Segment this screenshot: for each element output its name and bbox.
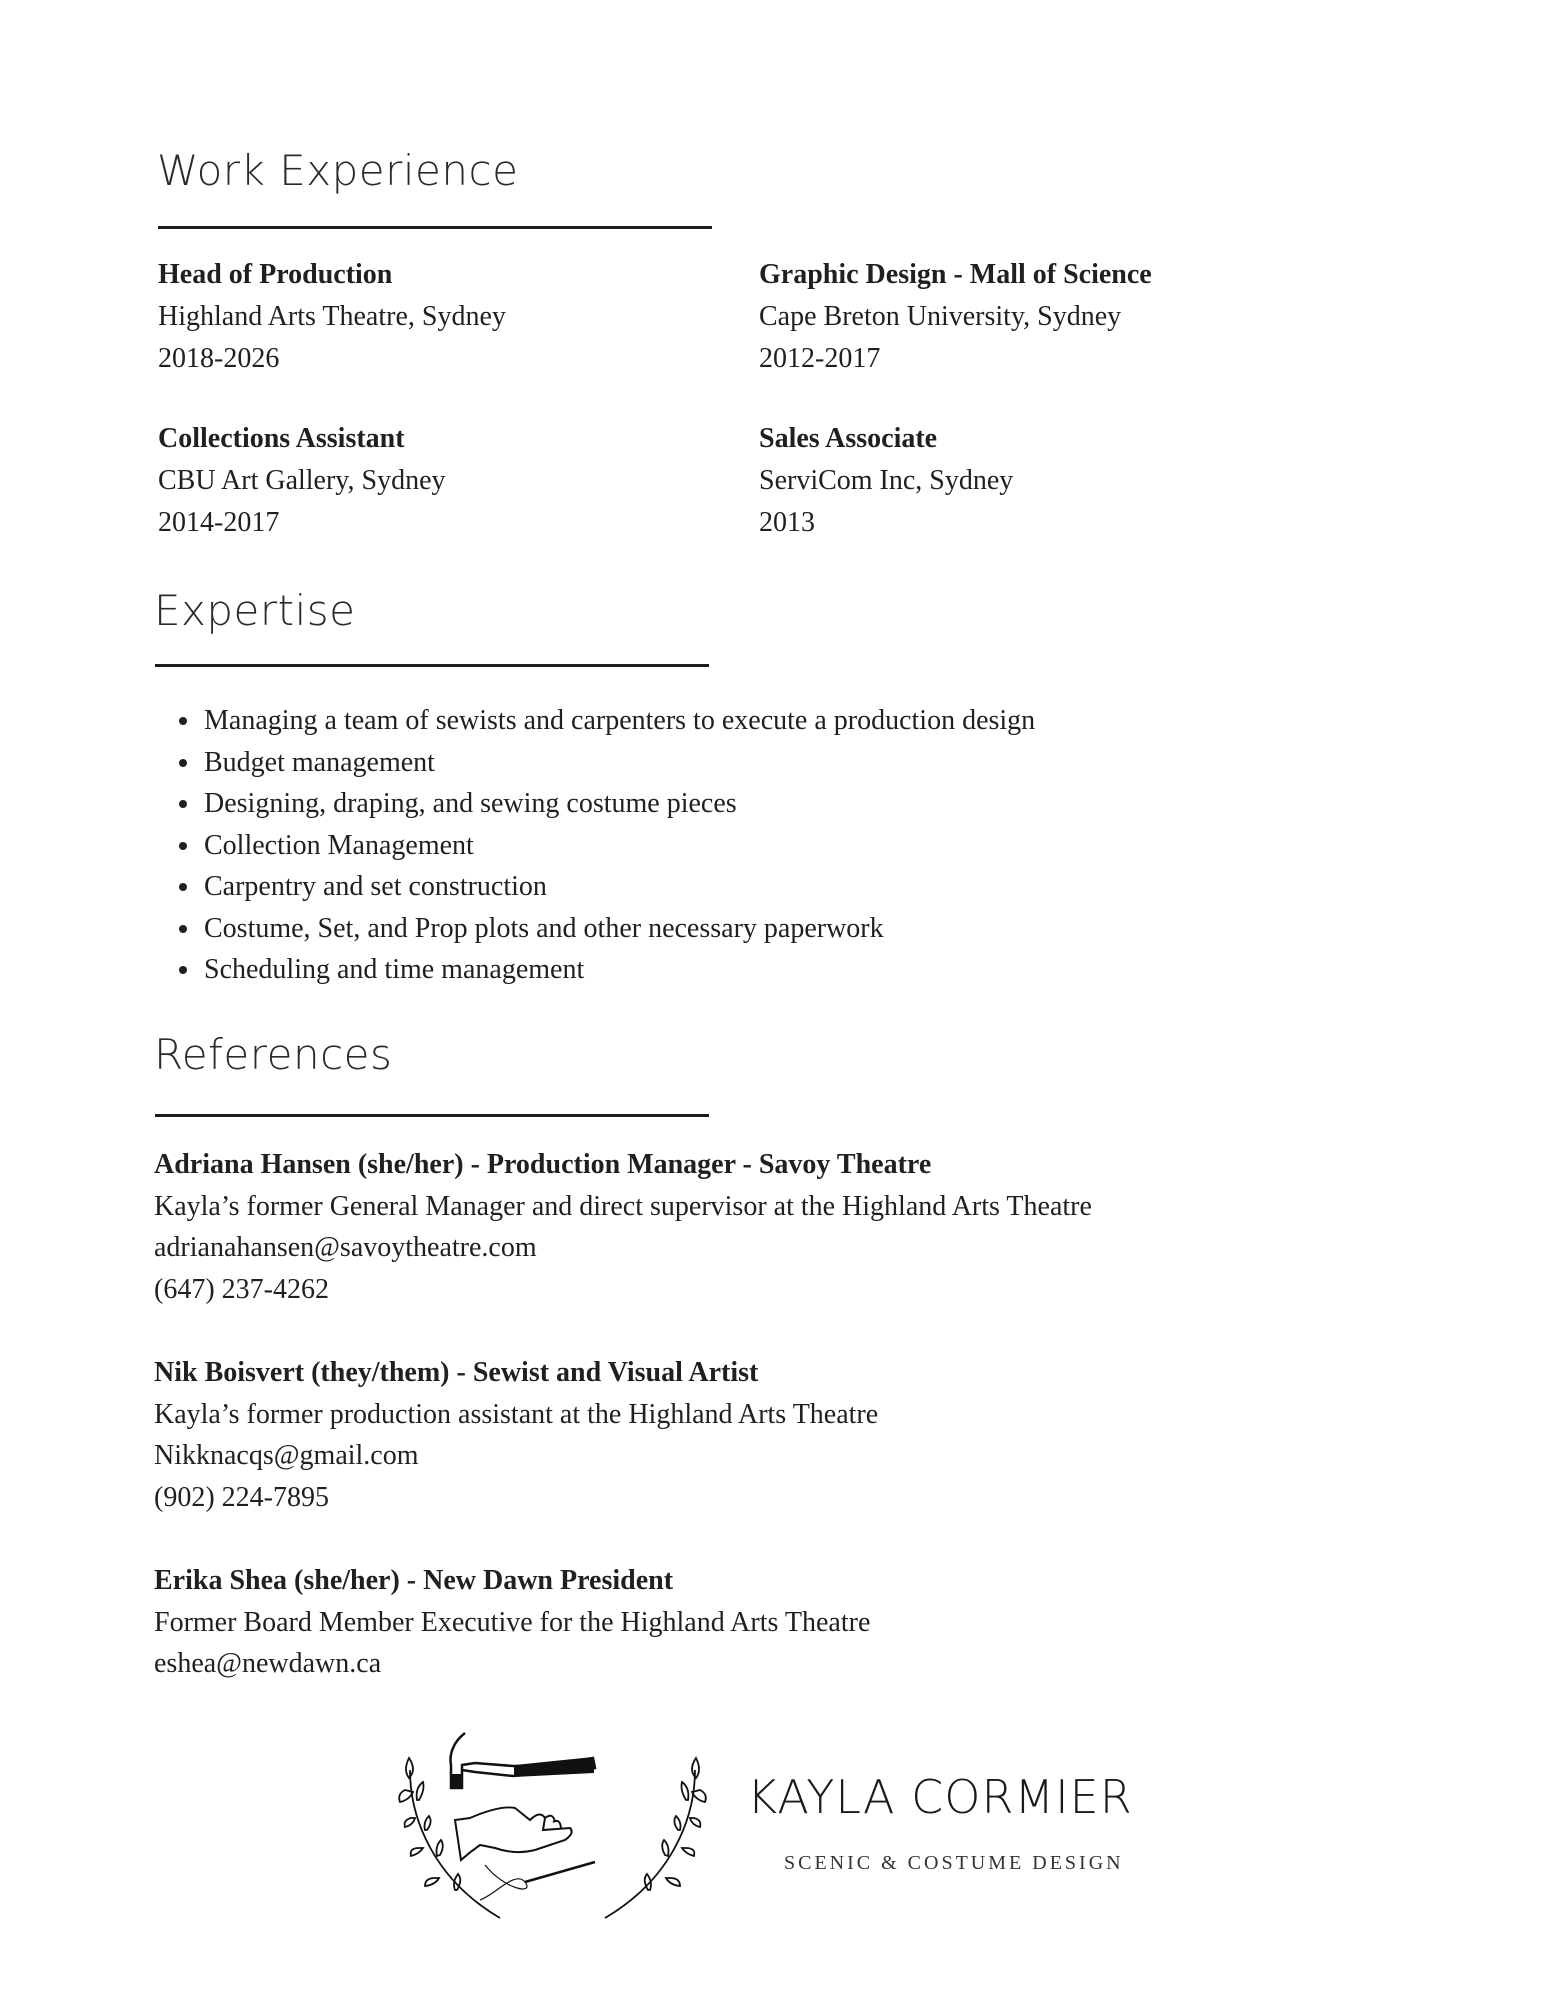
needle-thread-icon bbox=[480, 1862, 595, 1900]
logo-emblem-icon bbox=[395, 1730, 710, 1920]
section-heading-work-experience: Work Experience bbox=[157, 146, 519, 195]
list-item: • Budget management bbox=[202, 742, 1035, 784]
section-heading-references: References bbox=[154, 1030, 393, 1079]
brand-name: KAYLA CORMIER bbox=[747, 1770, 1133, 1824]
section-divider bbox=[158, 226, 712, 229]
list-item: • Costume, Set, and Prop plots and other necessary paperwork bbox=[202, 908, 1035, 950]
job-place: CBU Art Gallery, Sydney bbox=[158, 465, 446, 496]
reference-description: Former Board Member Executive for the Highland Arts Theatre bbox=[154, 1606, 871, 1638]
reference-email[interactable]: adrianahansen@savoytheatre.com bbox=[154, 1232, 537, 1263]
reference-title: Erika Shea (she/her) - New Dawn President bbox=[154, 1565, 674, 1596]
job-title: Collections Assistant bbox=[158, 423, 405, 454]
reference-description: Kayla’s former production assistant at the Highland Arts Theatre bbox=[154, 1398, 879, 1430]
job-entry bbox=[158, 254, 506, 380]
reference-description: Kayla’s former General Manager and direct supervisor at the Highland Arts Theatre bbox=[154, 1190, 1092, 1222]
reference-entry bbox=[154, 1144, 1092, 1310]
reference-title: Nik Boisvert (they/them) - Sewist and Visual Artist bbox=[154, 1357, 759, 1388]
reference-entry bbox=[154, 1560, 870, 1685]
laurel-branch-right-icon bbox=[605, 1758, 706, 1918]
list-item: • Managing a team of sewists and carpenters to execute a production design bbox=[202, 700, 1035, 742]
list-item: • Designing, draping, and sewing costume pieces bbox=[202, 783, 1035, 825]
job-title: Head of Production bbox=[158, 259, 393, 290]
section-divider bbox=[155, 1114, 709, 1117]
job-title: Sales Associate bbox=[759, 423, 938, 454]
reference-entry bbox=[154, 1352, 878, 1518]
reference-email[interactable]: eshea@newdawn.ca bbox=[154, 1648, 382, 1679]
list-item: • Scheduling and time management bbox=[202, 949, 1035, 991]
reference-title: Adriana Hansen (she/her) - Production Manager - Savoy Theatre bbox=[154, 1149, 932, 1180]
job-years: 2018-2026 bbox=[158, 343, 280, 374]
expertise-list bbox=[160, 700, 1035, 991]
job-place: Highland Arts Theatre, Sydney bbox=[158, 301, 506, 332]
job-title: Graphic Design - Mall of Science bbox=[759, 259, 1152, 290]
job-place: Cape Breton University, Sydney bbox=[759, 301, 1122, 332]
hand-icon bbox=[455, 1807, 572, 1860]
hammer-icon bbox=[451, 1733, 595, 1788]
list-item: • Carpentry and set construction bbox=[202, 866, 1035, 908]
reference-phone: (647) 237-4262 bbox=[154, 1273, 329, 1305]
laurel-branch-left-icon bbox=[399, 1758, 500, 1918]
job-years: 2012-2017 bbox=[759, 343, 881, 374]
reference-phone: (902) 224-7895 bbox=[154, 1481, 329, 1513]
job-years: 2013 bbox=[759, 507, 815, 538]
job-entry bbox=[759, 254, 1152, 380]
section-heading-expertise: Expertise bbox=[154, 586, 356, 635]
job-entry bbox=[759, 418, 1013, 544]
job-years: 2014-2017 bbox=[158, 507, 280, 538]
job-entry bbox=[158, 418, 446, 544]
list-item: • Collection Management bbox=[202, 825, 1035, 867]
job-place: ServiCom Inc, Sydney bbox=[759, 465, 1014, 496]
reference-email[interactable]: Nikknacqs@gmail.com bbox=[154, 1440, 419, 1471]
brand-tagline: SCENIC & COSTUME DESIGN bbox=[784, 1852, 1124, 1874]
section-divider bbox=[155, 664, 709, 667]
